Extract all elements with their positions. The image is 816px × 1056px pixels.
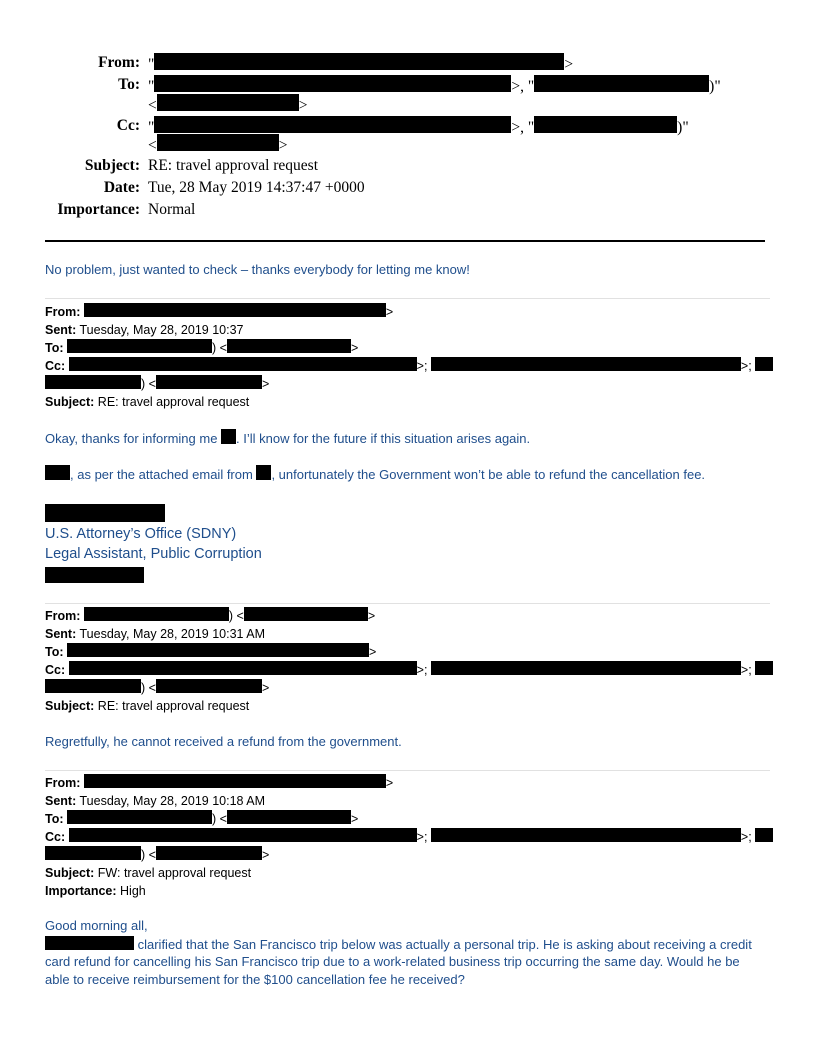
cc-value-2: < >	[148, 134, 288, 156]
redaction	[256, 465, 271, 480]
cc-value: " >, " )"	[148, 116, 689, 138]
email2-meta: From: ) < > Sent: Tuesday, May 28, 2019 10:31 AM To: > Cc: >; >; ) < > Subject: RE: travel approval request	[45, 607, 773, 715]
to-label: To:	[118, 76, 140, 93]
redaction	[154, 116, 511, 133]
from-label: From:	[98, 54, 140, 71]
redaction	[67, 810, 212, 824]
email3-greeting: Good morning all,	[45, 918, 148, 933]
redaction	[156, 375, 262, 389]
redaction	[227, 339, 351, 353]
subject-value: RE: travel approval request	[148, 157, 319, 174]
sent-value: Tuesday, May 28, 2019 10:37	[79, 323, 244, 337]
redaction	[244, 607, 368, 621]
redaction	[69, 828, 417, 842]
to-label: To:	[45, 645, 64, 659]
redaction	[84, 774, 386, 788]
to-label: To:	[45, 341, 64, 355]
redaction	[156, 679, 262, 693]
email3-meta: From: > Sent: Tuesday, May 28, 2019 10:18 AM To: ) < > Cc: >; >; ) < > Subject: FW: travel approval request Importance: High	[45, 774, 773, 900]
signature-office: U.S. Attorney’s Office (SDNY)	[45, 526, 237, 542]
importance-value: Normal	[148, 201, 196, 218]
importance-label: Importance:	[45, 884, 117, 898]
from-value: " >	[148, 53, 573, 75]
subject-value: RE: travel approval request	[97, 395, 250, 409]
from-label: From:	[45, 776, 81, 790]
message-divider	[45, 770, 770, 771]
sent-label: Sent:	[45, 323, 77, 337]
signature-title: Legal Assistant, Public Corruption	[45, 546, 262, 562]
signature-name-redaction	[45, 504, 165, 522]
date-label: Date:	[103, 179, 140, 196]
redaction	[431, 828, 741, 842]
redaction	[755, 828, 773, 842]
cc-label: Cc:	[45, 663, 66, 677]
redaction	[431, 661, 741, 675]
date-value: Tue, 28 May 2019 14:37:47 +0000	[148, 179, 365, 196]
text: . I’ll know for the future if this situation arises again.	[236, 431, 531, 446]
importance-label: Importance:	[57, 201, 140, 218]
cc-label: Cc:	[45, 830, 66, 844]
sent-label: Sent:	[45, 794, 77, 808]
redaction	[69, 661, 417, 675]
importance-value: High	[120, 884, 146, 898]
redaction	[154, 53, 564, 70]
email2-body: Regretfully, he cannot received a refund from the government.	[45, 734, 402, 749]
subject-label: Subject:	[45, 866, 95, 880]
text: , as per the attached email from	[70, 467, 257, 482]
redaction	[221, 429, 236, 444]
redaction	[157, 94, 299, 111]
redaction	[67, 643, 369, 657]
redaction	[156, 846, 262, 860]
redaction	[45, 846, 141, 860]
message-divider	[45, 603, 770, 604]
cc-label: Cc:	[45, 359, 66, 373]
redaction	[534, 116, 677, 133]
from-label: From:	[45, 305, 81, 319]
text: Okay, thanks for informing me	[45, 431, 222, 446]
to-label: To:	[45, 812, 64, 826]
sent-value: Tuesday, May 28, 2019 10:18 AM	[79, 794, 266, 808]
email3-body-line-2: card refund for cancelling his San Francisco trip due to a work-related business trip occurring the same day. Would he be	[45, 954, 740, 969]
cc-label: Cc:	[116, 117, 140, 134]
header-divider	[45, 240, 765, 242]
subject-value: FW: travel approval request	[97, 866, 252, 880]
signature-phone-redaction	[45, 567, 144, 583]
subject-label: Subject:	[45, 395, 95, 409]
sent-value: Tuesday, May 28, 2019 10:31 AM	[79, 627, 266, 641]
redaction	[45, 936, 134, 950]
redaction	[755, 357, 773, 371]
redaction	[67, 339, 212, 353]
email3-body-line-1	[45, 936, 752, 952]
redaction	[227, 810, 351, 824]
from-label: From:	[45, 609, 81, 623]
subject-label: Subject:	[84, 157, 140, 174]
email1-paragraph-2	[45, 465, 705, 482]
redaction	[45, 375, 141, 389]
to-value: " >, " )"	[148, 75, 721, 97]
redaction	[534, 75, 709, 92]
text: , unfortunately the Government won’t be able to refund the cancellation fee.	[271, 467, 706, 482]
email-header	[0, 0, 816, 230]
text: clarified that the San Francisco trip below was actually a personal trip. He is asking about receiving a credit	[134, 937, 752, 952]
subject-value: RE: travel approval request	[97, 699, 250, 713]
email1-paragraph-1	[45, 429, 530, 446]
to-value-2: < >	[148, 94, 308, 116]
redaction	[154, 75, 511, 92]
subject-label: Subject:	[45, 699, 95, 713]
redaction	[157, 134, 279, 151]
redaction	[84, 607, 229, 621]
message-divider	[45, 298, 770, 299]
reply-body: No problem, just wanted to check – thanks everybody for letting me know!	[45, 262, 470, 277]
redaction	[755, 661, 773, 675]
email3-body-line-3: able to receive reimbursement for the $100 cancellation fee he received?	[45, 972, 465, 987]
redaction	[69, 357, 417, 371]
redaction	[84, 303, 386, 317]
redaction	[45, 465, 70, 480]
redaction	[431, 357, 741, 371]
email1-meta: From: > Sent: Tuesday, May 28, 2019 10:37 To: ) < > Cc: >; >; ) < > Subject: RE: travel approval request	[45, 303, 773, 411]
sent-label: Sent:	[45, 627, 77, 641]
redaction	[45, 679, 141, 693]
